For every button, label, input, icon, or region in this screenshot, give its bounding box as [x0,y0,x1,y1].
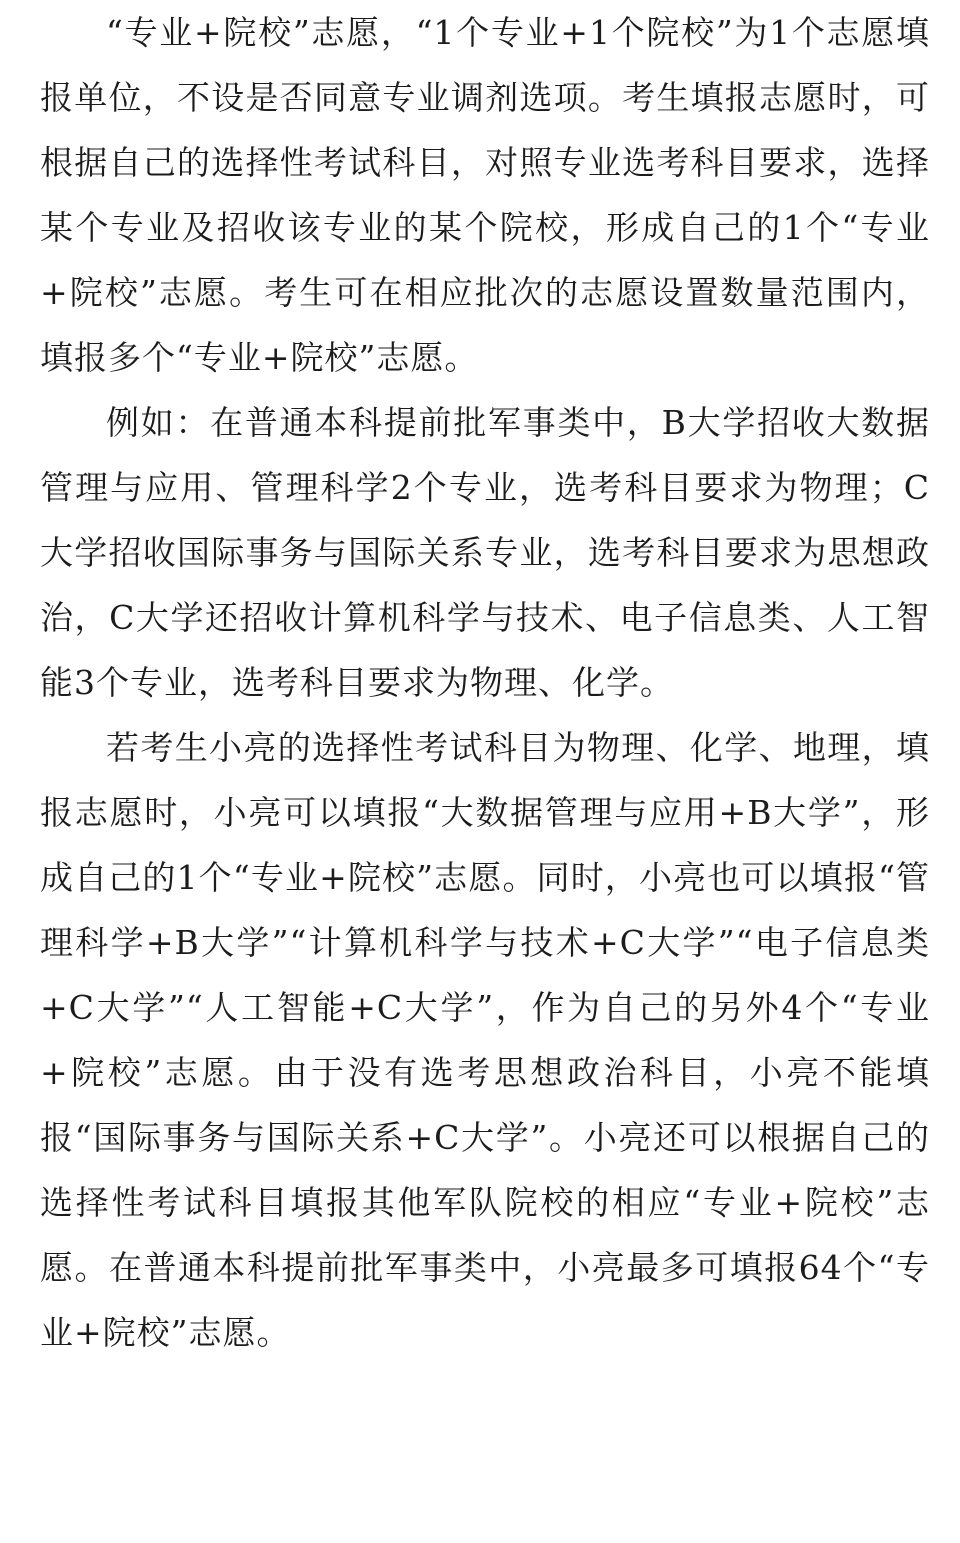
paragraph-intro: “专业+院校”志愿，“1个专业+1个院校”为1个志愿填报单位，不设是否同意专业调剂选项。考生填报志愿时，可根据自己的选择性考试科目，对照专业选考科目要求，选择某个专业及招收该专业的某个院校，形成自己的1个“专业+院校”志愿。考生可在相应批次的志愿设置数量范围内，填报多个“专业+院校”志愿。 [40,13,930,377]
paragraph-scenario: 若考生小亮的选择性考试科目为物理、化学、地理，填报志愿时，小亮可以填报“大数据管理与应用+B大学”，形成自己的1个“专业+院校”志愿。同时，小亮也可以填报“管理科学+B大学”“计算机科学与技术+C大学”“电子信息类+C大学”“人工智能+C大学”，作为自己的另外4个“专业+院校”志愿。由于没有选考思想政治科目，小亮不能填报“国际事务与国际关系+C大学”。小亮还可以根据自己的选择性考试科目填报其他军队院校的相应“专业+院校”志愿。在普通本科提前批军事类中，小亮最多可填报64个“专业+院校”志愿。 [40,728,930,1352]
paragraph-example: 例如：在普通本科提前批军事类中，B大学招收大数据管理与应用、管理科学2个专业，选考科目要求为物理；C大学招收国际事务与国际关系专业，选考科目要求为思想政治，C大学还招收计算机科学与技术、电子信息类、人工智能3个专业，选考科目要求为物理、化学。 [40,403,930,702]
